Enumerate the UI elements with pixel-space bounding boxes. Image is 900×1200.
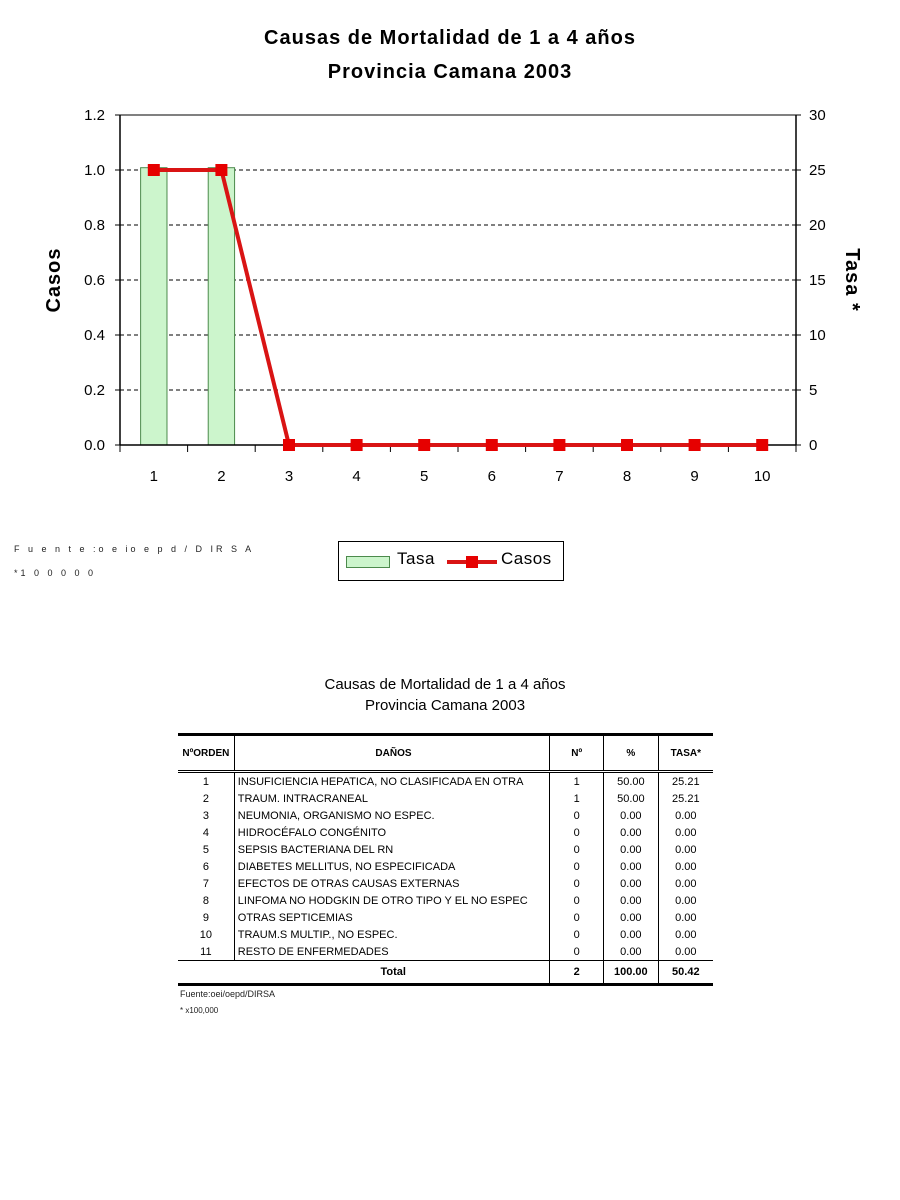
table-total-row — [178, 961, 713, 985]
y-tick-label-right: 20 — [809, 217, 826, 234]
table-row — [178, 824, 713, 841]
header-pct: % — [604, 735, 658, 772]
row-tasa: 0.00 — [675, 877, 697, 890]
row-orden: 5 — [178, 841, 234, 858]
y-tick-label-left: 1.2 — [84, 107, 105, 124]
marker-casos — [553, 439, 565, 451]
row-tasa: 0.00 — [675, 945, 697, 958]
table-row — [178, 790, 713, 807]
table-row — [178, 841, 713, 858]
table-row — [178, 909, 713, 926]
table-row — [178, 892, 713, 909]
table-row — [178, 926, 713, 943]
line-casos — [154, 170, 762, 445]
row-orden: 3 — [178, 807, 234, 824]
x-tick-label: 5 — [420, 468, 429, 485]
row-tasa: 0.00 — [675, 843, 697, 856]
x-tick-label: 1 — [149, 468, 158, 485]
mortality-table — [178, 733, 713, 986]
table-header-row — [178, 735, 713, 772]
x-tick-label: 2 — [217, 468, 226, 485]
marker-casos — [148, 164, 160, 176]
total-label: Total — [234, 961, 549, 985]
row-n: 0 — [550, 892, 604, 909]
y-tick-label-right: 10 — [809, 327, 826, 344]
row-tasa: 25.21 — [672, 775, 700, 788]
row-n: 0 — [550, 841, 604, 858]
row-dano: TRAUM. INTRACRANEAL — [234, 790, 549, 807]
legend-bar-swatch — [346, 556, 390, 568]
x-tick-label: 9 — [690, 468, 699, 485]
marker-casos — [351, 439, 363, 451]
x-tick-label: 6 — [487, 468, 496, 485]
row-dano: TRAUM.S MULTIP., NO ESPEC. — [234, 926, 549, 943]
row-pct: 0.00 — [604, 824, 658, 841]
row-n: 0 — [550, 807, 604, 824]
y-tick-label-right: 5 — [809, 382, 818, 399]
row-pct: 0.00 — [604, 807, 658, 824]
row-n: 0 — [550, 926, 604, 943]
x-tick-label: 8 — [622, 468, 632, 485]
header-tasa: TASA* — [658, 735, 713, 772]
y-tick-label-left: 1.0 — [84, 162, 105, 179]
x-tick-label: 10 — [753, 468, 771, 485]
row-tasa: 0.00 — [675, 860, 697, 873]
total-tasa: 50.42 — [658, 961, 713, 985]
legend-line-label: Casos — [501, 549, 552, 568]
y-tick-label-left: 0.8 — [84, 217, 105, 234]
row-pct: 0.00 — [604, 926, 658, 943]
row-orden: 9 — [178, 909, 234, 926]
row-orden: 6 — [178, 858, 234, 875]
row-orden: 8 — [178, 892, 234, 909]
y-tick-label-left: 0.4 — [84, 327, 105, 344]
row-orden: 4 — [178, 824, 234, 841]
row-n: 1 — [550, 772, 604, 791]
row-dano: DIABETES MELLITUS, NO ESPECIFICADA — [234, 858, 549, 875]
x-tick-label: 7 — [555, 468, 564, 485]
chart-source-note: F u e n t e :o e io e p d / D IR S A — [14, 544, 255, 554]
chart-rate-note: *1 0 0 0 0 0 — [14, 568, 97, 578]
marker-casos — [486, 439, 498, 451]
y-tick-label-left: 0.0 — [84, 437, 105, 454]
row-orden: 1 — [178, 772, 234, 791]
row-n: 1 — [550, 790, 604, 807]
chart-subtitle: Provincia Camana 2003 — [327, 61, 573, 83]
bar-tasa — [141, 168, 167, 445]
table-row — [178, 875, 713, 892]
row-dano: NEUMONIA, ORGANISMO NO ESPEC. — [234, 807, 549, 824]
row-n: 0 — [550, 875, 604, 892]
row-dano: LINFOMA NO HODGKIN DE OTRO TIPO Y EL NO ESPEC — [234, 892, 549, 909]
y-tick-label-right: 30 — [809, 107, 826, 124]
x-tick-label: 3 — [284, 468, 294, 485]
row-dano: INSUFICIENCIA HEPATICA, NO CLASIFICADA EN OTRA — [234, 772, 549, 791]
row-n: 0 — [550, 824, 604, 841]
row-dano: EFECTOS DE OTRAS CAUSAS EXTERNAS — [234, 875, 549, 892]
y-axis-title-left: Casos — [43, 247, 65, 313]
row-dano: HIDROCÉFALO CONGÉNITO — [234, 824, 549, 841]
marker-casos — [418, 439, 430, 451]
y-axis-title-right: Tasa * — [841, 248, 863, 312]
table-row — [178, 943, 713, 961]
row-dano: OTRAS SEPTICEMIAS — [234, 909, 549, 926]
row-dano: SEPSIS BACTERIANA DEL RN — [234, 841, 549, 858]
y-tick-label-left: 0.2 — [84, 382, 105, 399]
row-n: 0 — [550, 909, 604, 926]
row-tasa: 0.00 — [675, 809, 697, 822]
marker-casos — [621, 439, 633, 451]
table-title: Causas de Mortalidad de 1 a 4 años — [324, 676, 566, 693]
header-danos: DAÑOS — [234, 735, 549, 772]
y-tick-label-right: 0 — [809, 437, 818, 454]
row-pct: 0.00 — [604, 909, 658, 926]
row-tasa: 0.00 — [675, 894, 697, 907]
table-row — [178, 807, 713, 824]
total-spacer — [178, 961, 234, 985]
header-n: Nº — [550, 735, 604, 772]
row-pct: 0.00 — [604, 892, 658, 909]
row-n: 0 — [550, 858, 604, 875]
row-tasa: 0.00 — [675, 928, 697, 941]
row-pct: 50.00 — [604, 772, 658, 791]
table-row — [178, 772, 713, 791]
table-source-note: Fuente:oei/oepd/DIRSA — [180, 989, 276, 999]
row-pct: 0.00 — [604, 943, 658, 961]
chart-title: Causas de Mortalidad de 1 a 4 años — [264, 27, 636, 49]
marker-casos — [215, 164, 227, 176]
marker-casos — [689, 439, 701, 451]
table-row — [178, 858, 713, 875]
row-pct: 50.00 — [604, 790, 658, 807]
x-tick-label: 4 — [352, 468, 361, 485]
row-n: 0 — [550, 943, 604, 961]
row-tasa: 0.00 — [675, 826, 697, 839]
row-orden: 10 — [178, 926, 234, 943]
row-tasa: 0.00 — [675, 911, 697, 924]
y-tick-label-right: 15 — [809, 272, 826, 289]
combo-chart — [0, 0, 900, 520]
row-pct: 0.00 — [604, 841, 658, 858]
row-tasa: 25.21 — [672, 792, 700, 805]
legend-line-marker — [466, 556, 478, 568]
row-orden: 11 — [178, 943, 234, 961]
legend-bar-label: Tasa — [397, 549, 435, 568]
y-tick-label-right: 25 — [809, 162, 826, 179]
y-tick-label-left: 0.6 — [84, 272, 105, 289]
row-pct: 0.00 — [604, 858, 658, 875]
row-pct: 0.00 — [604, 875, 658, 892]
marker-casos — [283, 439, 295, 451]
row-orden: 7 — [178, 875, 234, 892]
total-n: 2 — [550, 961, 604, 985]
table-subtitle: Provincia Camana 2003 — [364, 697, 526, 714]
table-rate-note: * x100,000 — [180, 1006, 219, 1015]
row-dano: RESTO DE ENFERMEDADES — [234, 943, 549, 961]
marker-casos — [756, 439, 768, 451]
chart-legend — [338, 541, 564, 581]
total-pct: 100.00 — [604, 961, 658, 985]
row-orden: 2 — [178, 790, 234, 807]
header-orden: NºORDEN — [178, 735, 234, 772]
